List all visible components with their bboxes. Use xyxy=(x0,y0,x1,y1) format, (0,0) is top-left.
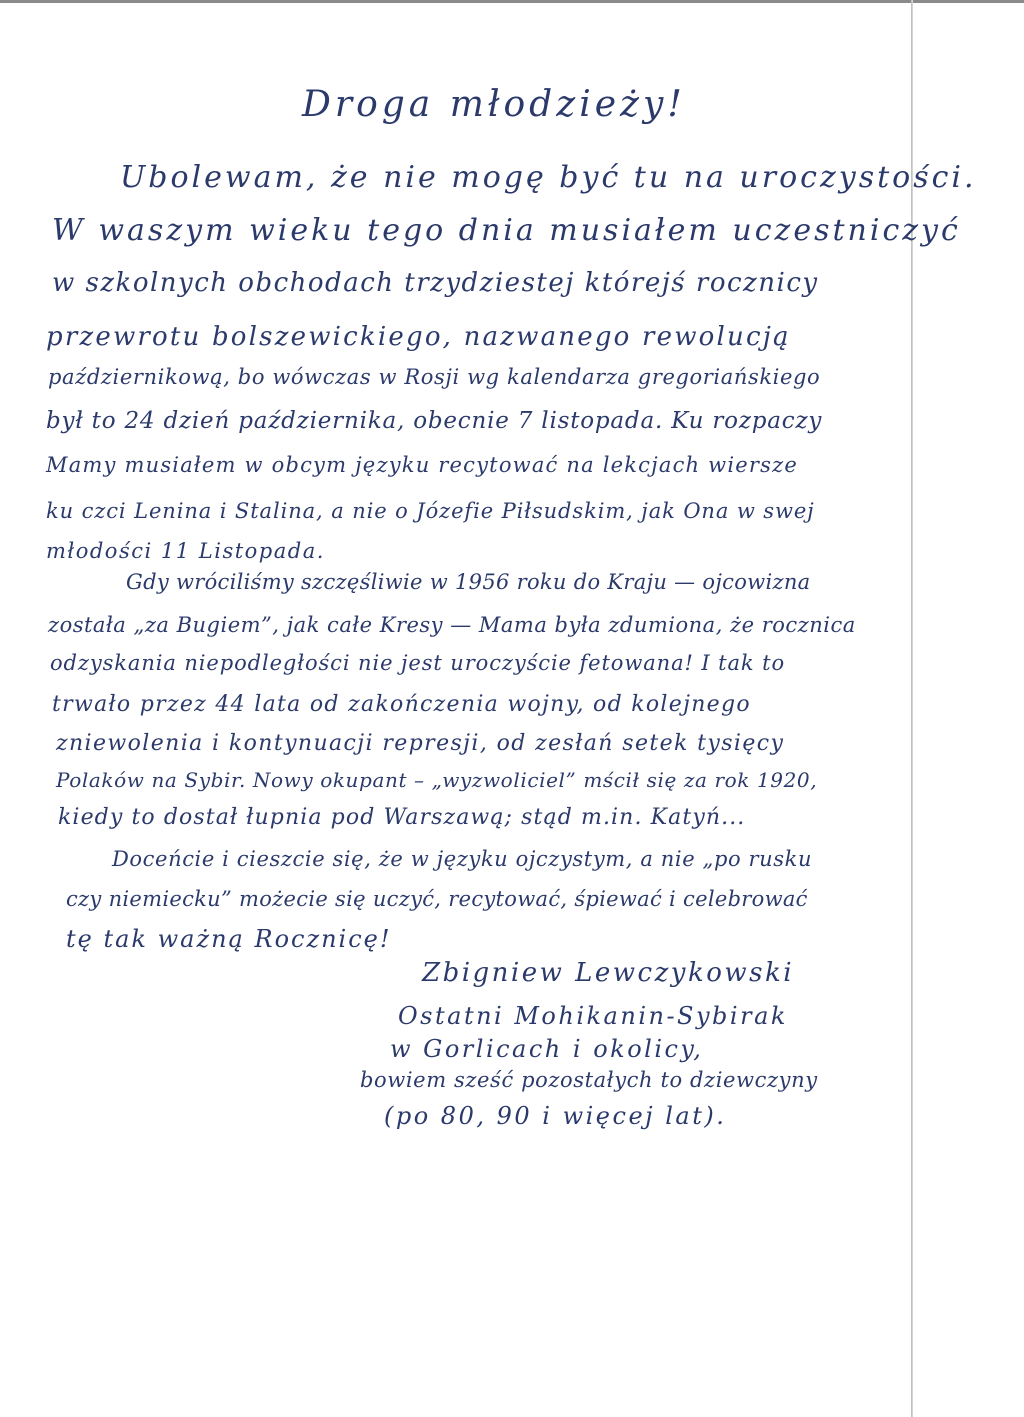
letter-line: tę tak ważną Rocznicę! xyxy=(66,925,392,953)
letter-line: Gdy wróciliśmy szczęśliwie w 1956 roku do Kraju — ojcowizna xyxy=(126,570,811,594)
signature-line: (po 80, 90 i więcej lat). xyxy=(384,1102,727,1130)
letter-line: trwało przez 44 lata od zakończenia wojny, od kolejnego xyxy=(52,692,751,717)
letter-line: zniewolenia i kontynuacji represji, od zesłań setek tysięcy xyxy=(56,731,785,756)
letter-line: czy niemiecku” możecie się uczyć, recytować, śpiewać i celebrować xyxy=(66,887,808,911)
letter-line: została „za Bugiem”, jak całe Kresy — Mama była zdumiona, że rocznica xyxy=(48,613,856,637)
letter-line: ku czci Lenina i Stalina, a nie o Józefie Piłsudskim, jak Ona w swej xyxy=(46,499,815,523)
letter-line: Doceńcie i cieszcie się, że w języku ojczystym, a nie „po rusku xyxy=(112,847,813,871)
letter-line: kiedy to dostał łupnia pod Warszawą; stąd m.in. Katyń... xyxy=(58,805,746,830)
letter-line: w szkolnych obchodach trzydziestej którejś rocznicy xyxy=(52,268,819,298)
signature-line: bowiem sześć pozostałych to dziewczyny xyxy=(360,1068,818,1092)
letter-line: przewrotu bolszewickiego, nazwanego rewolucją xyxy=(46,322,791,352)
letter-line: Mamy musiałem w obcym języku recytować na lekcjach wiersze xyxy=(46,453,798,477)
letter-greeting: Droga młodzieży! xyxy=(302,84,686,125)
letter-line: był to 24 dzień października, obecnie 7 listopada. Ku rozpaczy xyxy=(46,408,823,434)
signature-line: w Gorlicach i okolicy, xyxy=(390,1035,704,1063)
letter-line: Ubolewam, że nie mogę być tu na uroczystości. xyxy=(120,160,977,195)
letter-line: październikową, bo wówczas w Rosji wg kalendarza gregoriańskiego xyxy=(48,365,821,389)
signature-line: Ostatni Mohikanin-Sybirak xyxy=(398,1002,788,1030)
letter-line: młodości 11 Listopada. xyxy=(46,539,325,563)
letter-line: odzyskania niepodległości nie jest uroczyście fetowana! I tak to xyxy=(50,651,786,675)
letter-line: Polaków na Sybir. Nowy okupant – „wyzwoliciel” mścił się za rok 1920, xyxy=(56,768,818,792)
signature-name: Zbigniew Lewczykowski xyxy=(422,958,795,988)
letter-line: W waszym wieku tego dnia musiałem uczestniczyć xyxy=(52,213,961,248)
